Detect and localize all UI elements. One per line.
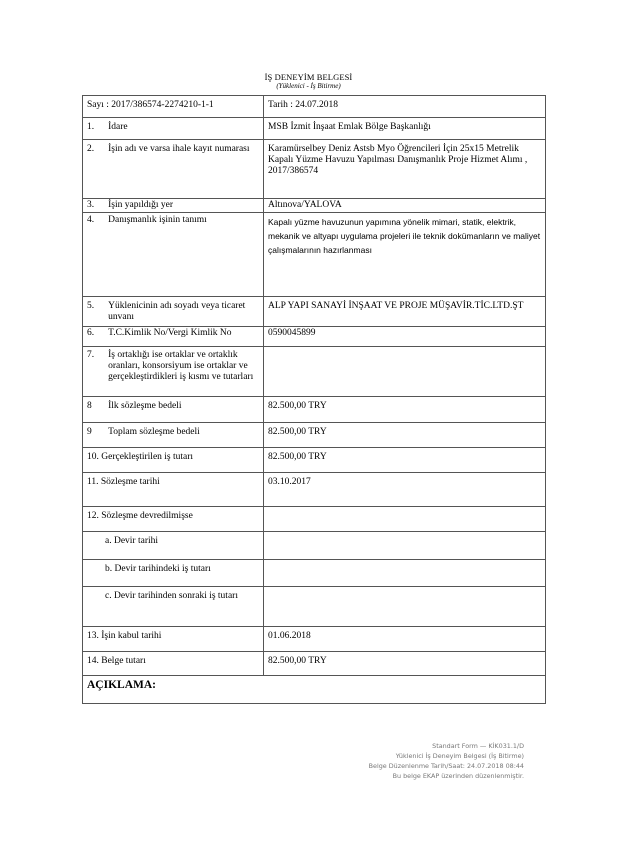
row-value: 82.500,00 TRY: [264, 652, 546, 676]
row-number: 8: [87, 401, 92, 411]
row-value: 0590045899: [264, 327, 546, 347]
row-label: b. Devir tarihindeki iş tutarı: [105, 564, 211, 574]
table-row: [83, 532, 546, 560]
row-number: 9: [87, 427, 92, 437]
tarih-cell: Tarih : 24.07.2018: [264, 96, 546, 118]
row-value: 01.06.2018: [264, 627, 546, 652]
row-value: Kapalı yüzme havuzunun yapımına yönelik mimari, statik, elektrik, mekanik ve altyapı uygulama projeleri ile teknik dokümanların ve maliyet çalışmalarının hazırlanması: [264, 213, 546, 297]
document-title: İŞ DENEYİM BELGESİ: [264, 72, 353, 82]
row-label: 12. Sözleşme devredilmişse: [83, 507, 264, 532]
table-row: [83, 96, 546, 118]
row-value: 82.500,00 TRY: [264, 397, 546, 423]
row-number: 5.: [87, 301, 95, 311]
row-label: Yüklenicinin adı soyadı veya ticaret unvanı: [108, 301, 246, 322]
table-row: [83, 560, 546, 587]
table-row: [83, 118, 546, 140]
row-label: 13. İşin kabul tarihi: [83, 627, 264, 652]
table-row: [83, 473, 546, 507]
form-footer: [369, 741, 524, 781]
row-number: 1.: [87, 122, 95, 132]
table-row: [83, 423, 546, 448]
aciklama-label: AÇIKLAMA:: [87, 679, 156, 691]
footer-ekap-note: Bu belge EKAP üzerinden düzenlenmiştir.: [392, 772, 524, 780]
experience-form-table: [82, 95, 546, 704]
table-row: [83, 347, 546, 397]
table-row: [83, 199, 546, 213]
row-number: 3.: [87, 200, 95, 210]
table-row: [83, 397, 546, 423]
sayi-cell: Sayı : 2017/386574-2274210-1-1: [83, 96, 264, 118]
row-label: Danışmanlık işinin tanımı: [108, 215, 207, 225]
row-value: 82.500,00 TRY: [264, 448, 546, 473]
row-label: İşin yapıldığı yer: [108, 200, 174, 210]
row-value: [264, 347, 546, 397]
row-number: 7.: [87, 350, 95, 360]
footer-issue-datetime: Belge Düzenlenme Tarih/Saat: 24.07.2018 08:44: [368, 762, 524, 770]
row-label: 10. Gerçekleştirilen iş tutarı: [83, 448, 264, 473]
table-row: [83, 297, 546, 327]
table-row: [83, 140, 546, 199]
table-row: [83, 652, 546, 676]
row-number: 6.: [87, 328, 95, 338]
row-label: İlk sözleşme bedeli: [108, 401, 182, 411]
row-value: Karamürselbey Deniz Astsb Myo Öğrencileri İçin 25x15 Metrelik Kapalı Yüzme Havuzu Yapılması Danışmanlık Proje Hizmet Alımı , 2017/386574: [264, 140, 546, 199]
row-value: [264, 587, 546, 627]
row-label: c. Devir tarihinden sonraki iş tutarı: [105, 591, 238, 601]
table-row: [83, 507, 546, 532]
row-label: 11. Sözleşme tarihi: [83, 473, 264, 507]
row-label: İş ortaklığı ise ortaklar ve ortaklık oranları, konsorsiyum ise ortaklar ve gerçekleştirdikleri iş kısmı ve tutarları: [108, 350, 254, 382]
row-label: 14. Belge tutarı: [83, 652, 264, 676]
row-value: 03.10.2017: [264, 473, 546, 507]
row-label: a. Devir tarihi: [105, 536, 159, 546]
table-row: [83, 327, 546, 347]
row-label: İdare: [108, 122, 128, 132]
table-row: [83, 587, 546, 627]
row-number: 4.: [87, 215, 95, 225]
table-row: [83, 676, 546, 704]
row-label: T.C.Kimlik No/Vergi Kimlik No: [108, 328, 232, 338]
row-label: İşin adı ve varsa ihale kayıt numarası: [108, 144, 250, 154]
footer-form-name: Yüklenici İş Deneyim Belgesi (İş Bitirme): [395, 752, 524, 760]
row-value: [264, 560, 546, 587]
row-label: Toplam sözleşme bedeli: [108, 427, 200, 437]
row-value: Altınova/YALOVA: [264, 199, 546, 213]
table-row: [83, 213, 546, 297]
row-value: [264, 507, 546, 532]
footer-form-code: Standart Form — KİK031.1/D: [432, 742, 524, 750]
row-value: ALP YAPI SANAYİ İNŞAAT VE PROJE MÜŞAVİR.TİC.LTD.ŞT: [264, 297, 546, 327]
row-value: [264, 532, 546, 560]
row-number: 2.: [87, 144, 95, 154]
table-row: [83, 627, 546, 652]
table-row: [83, 448, 546, 473]
document-subtitle: (Yüklenici - İş Bitirme): [276, 82, 341, 90]
row-value: MSB İzmit İnşaat Emlak Bölge Başkanlığı: [264, 118, 546, 140]
row-value: 82.500,00 TRY: [264, 423, 546, 448]
